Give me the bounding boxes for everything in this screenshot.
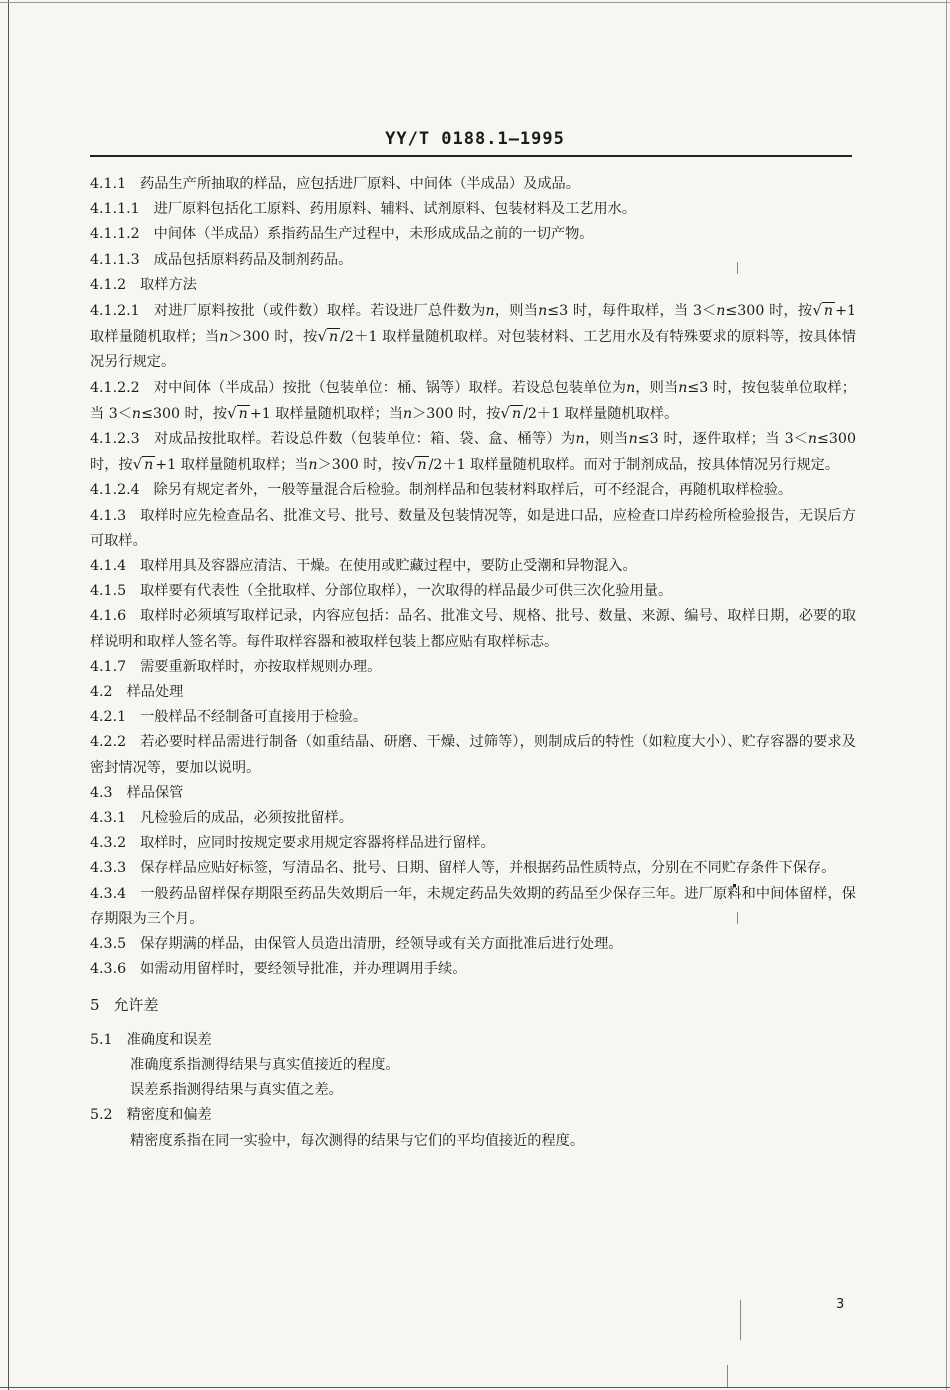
frame-left-line	[8, 0, 9, 1390]
clause-4-3-2: 4.3.2 取样时，应同时按规定要求用规定容器将样品进行留样。	[90, 835, 495, 852]
frame-top-line	[0, 2, 950, 3]
clause-4-3: 4.3 样品保管	[90, 784, 184, 801]
clause-4-1-2-3: 4.1.2.3 对成品按批取样。若设总件数（包装单位：箱、袋、盒、桶等）为n，则当n≤3 时，逐件取样；当 3＜n≤300 时，按√ n +1 取样量随机取样；当n＞300 时，按√ n /2＋1 取样量随机取样。而对于制剂成品，按具体情况另行规定。	[90, 427, 856, 478]
clause-4-1-7: 4.1.7 需要重新取样时，亦按取样规则办理。	[90, 658, 382, 675]
clause-4-3-3: 4.3.3 保存样品应贴好标签，写清品名、批号、日期、留样人等，并根据药品性质特点，分别在不同贮存条件下保存。	[90, 860, 836, 877]
sqrt-n: √ n	[227, 403, 248, 422]
clause-4-1-5: 4.1.5 取样要有代表性（全批取样、分部位取样），一次取得的样品最少可供三次化验用量。	[90, 583, 673, 600]
clause-5-1-line-2: 误差系指测得结果与真实值之差。	[130, 1082, 343, 1099]
clause-4-2: 4.2 样品处理	[90, 684, 184, 701]
frame-bottom-line	[0, 1387, 950, 1388]
sqrt-n: √ n	[500, 403, 522, 422]
clause-5-1: 5.1 准确度和误差	[90, 1031, 212, 1048]
clause-4-1-4: 4.1.4 取样用具及容器应清洁、干燥。在使用或贮藏过程中，要防止受潮和异物混入。	[90, 558, 637, 575]
clause-4-1-2-1: 4.1.2.1 对进厂原料按批（或件数）取样。若设进厂总件数为n，则当n≤3 时，每件取样，当 3＜n≤300 时，按√ n +1 取样量随机取样；当n＞300 时，按√ n /2＋1 取样量随机取样。对包装材料、工艺用水及有特殊要求的原料等，按具体情况另行规定。	[90, 298, 856, 376]
sqrt-n: √ n	[405, 455, 427, 474]
spacer	[90, 983, 856, 993]
clause-4-1-2: 4.1.2 取样方法	[90, 276, 197, 293]
document-body	[90, 172, 856, 1154]
clause-4-3-5: 4.3.5 保存期满的样品，由保管人员造出清册，经领导或有关方面批准后进行处理。	[90, 936, 623, 953]
clause-5-1-line-1: 准确度系指测得结果与真实值接近的程度。	[130, 1056, 400, 1073]
sqrt-n: √ n	[317, 327, 339, 346]
clause-4-3-1: 4.3.1 凡检验后的成品，必须按批留样。	[90, 810, 353, 827]
clause-4-2-2: 4.2.2 若必要时样品需进行制备（如重结晶、研磨、干燥、过筛等），则制成后的特性（如粒度大小）、贮存容器的要求及密封情况等，要加以说明。	[90, 734, 856, 776]
document-header-title: YY/T 0188.1—1995	[385, 129, 565, 149]
clause-4-1-3: 4.1.3 取样时应先检查品名、批准文号、批号、数量及包装情况等，如是进口品，应检查口岸药检所检验报告，无误后方可取样。	[90, 507, 856, 549]
section-5-heading: 5 允许差	[90, 995, 159, 1014]
clause-4-1-1-2: 4.1.1.2 中间体（半成品）系指药品生产过程中，未形成成品之前的一切产物。	[90, 226, 594, 243]
scan-mark-5	[727, 1365, 728, 1387]
clause-4-3-6: 4.3.6 如需动用留样时，要经领导批准，并办理调用手续。	[90, 961, 467, 978]
clause-4-3-4: 4.3.4 一般药品留样保存期限至药品失效期后一年，未规定药品失效期的药品至少保存三年。进厂原料和中间体留样，保存期限为三个月。	[90, 885, 856, 927]
clause-4-1-1-3: 4.1.1.3 成品包括原料药品及制剂药品。	[90, 251, 353, 268]
spacer	[90, 1018, 856, 1028]
frame-right-line	[946, 0, 947, 1390]
sqrt-n: √ n	[812, 301, 834, 320]
clause-5-2-line-1: 精密度系指在同一实验中，每次测得的结果与它们的平均值接近的程度。	[130, 1132, 585, 1149]
header-rule	[90, 155, 852, 157]
clause-4-1-1: 4.1.1 药品生产所抽取的样品，应包括进厂原料、中间体（半成品）及成品。	[90, 176, 580, 192]
clause-4-1-2-2: 4.1.2.2 对中间体（半成品）按批（包装单位：桶、锅等）取样。若设总包装单位为n，则当n≤3 时，按包装单位取样；当 3＜n≤300 时，按√ n +1 取样量随机取样；当n＞300 时，按√ n /2＋1 取样量随机取样。	[90, 376, 856, 427]
clause-4-1-1-1: 4.1.1.1 进厂原料包括化工原料、药用原料、辅料、试剂原料、包装材料及工艺用水。	[90, 201, 637, 218]
scan-mark-4	[740, 1300, 741, 1340]
clause-4-1-6: 4.1.6 取样时必须填写取样记录，内容应包括：品名、批准文号、规格、批号、数量、来源、编号、取样日期，必要的取样说明和取样人签名等。每件取样容器和被取样包装上都应贴有取样标志。	[90, 608, 856, 650]
clause-5-2: 5.2 精密度和偏差	[90, 1107, 212, 1124]
sqrt-n: √ n	[132, 455, 154, 474]
clause-4-2-1: 4.2.1 一般样品不经制备可直接用于检验。	[90, 709, 368, 726]
clause-4-1-2-4: 4.1.2.4 除另有规定者外，一般等量混合后检验。制剂样品和包装材料取样后，可不经混合，再随机取样检验。	[90, 482, 793, 499]
page-number: 3	[836, 1297, 845, 1312]
